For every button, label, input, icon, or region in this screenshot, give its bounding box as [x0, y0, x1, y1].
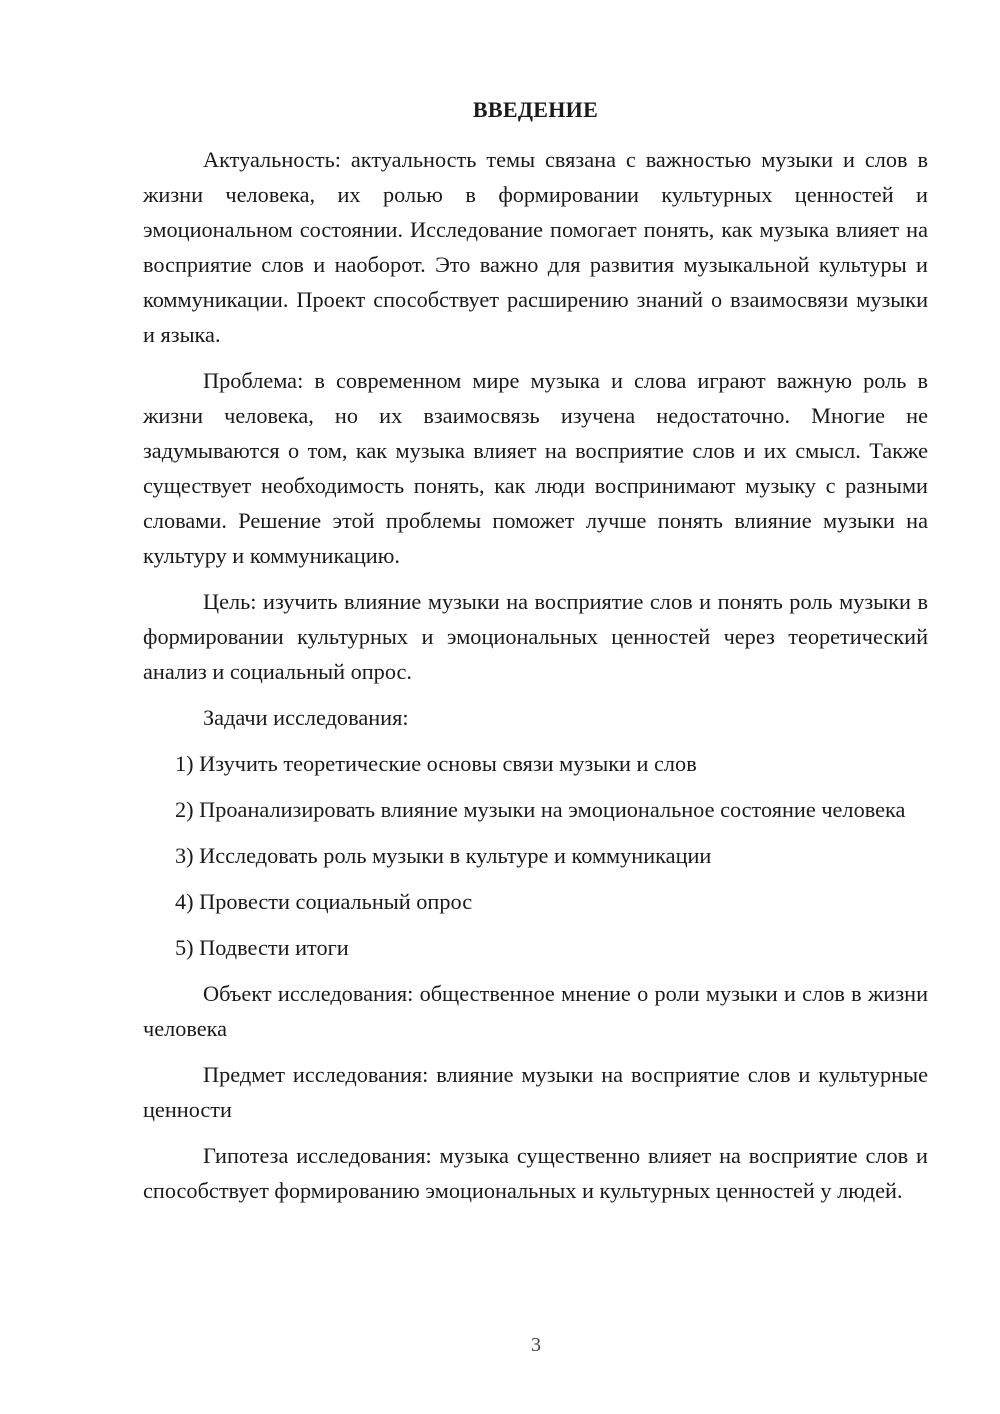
hypothesis-paragraph: Гипотеза исследования: музыка существенно влияет на восприятие слов и способствует формированию эмоциональных и культурных ценностей у людей.: [143, 1143, 928, 1203]
problem-paragraph: Проблема: в современном мире музыка и слова играют важную роль в жизни человека, но их взаимосвязь изучена недостаточно. Многие не задумываются о том, как музыка влияет на восприятие слов и их смысл. Также существует необходимость понять, как люди воспринимают музыку с разными словами. Решение этой проблемы поможет лучше понять влияние музыки на культуру и коммуникацию.: [143, 368, 928, 568]
document-page: [143, 92, 928, 1219]
task-item: 4) Провести социальный опрос: [175, 889, 473, 914]
tasks-heading: Задачи исследования:: [203, 705, 409, 730]
task-item: 2) Проанализировать влияние музыки на эмоциональное состояние человека: [175, 797, 906, 822]
section-title: ВВЕДЕНИЕ: [472, 97, 599, 122]
task-item: 1) Изучить теоретические основы связи музыки и слов: [175, 751, 697, 776]
goal-paragraph: Цель: изучить влияние музыки на восприятие слов и понять роль музыки в формировании культурных и эмоциональных ценностей через теоретический анализ и социальный опрос.: [143, 589, 928, 684]
page-number: 3: [531, 1334, 541, 1356]
relevance-paragraph: Актуальность: актуальность темы связана с важностью музыки и слов в жизни человека, их ролью в формировании культурных ценностей и эмоциональном состоянии. Исследование помогает понять, как музыка влияет на восприятие слов и наоборот. Это важно для развития музыкальной культуры и коммуникации. Проект способствует расширению знаний о взаимосвязи музыки и языка.: [143, 147, 928, 347]
object-paragraph: Объект исследования: общественное мнение о роли музыки и слов в жизни человека: [143, 981, 928, 1041]
task-item: 3) Исследовать роль музыки в культуре и коммуникации: [175, 843, 712, 868]
task-item: 5) Подвести итоги: [175, 935, 349, 960]
subject-paragraph: Предмет исследования: влияние музыки на восприятие слов и культурные ценности: [143, 1062, 928, 1122]
